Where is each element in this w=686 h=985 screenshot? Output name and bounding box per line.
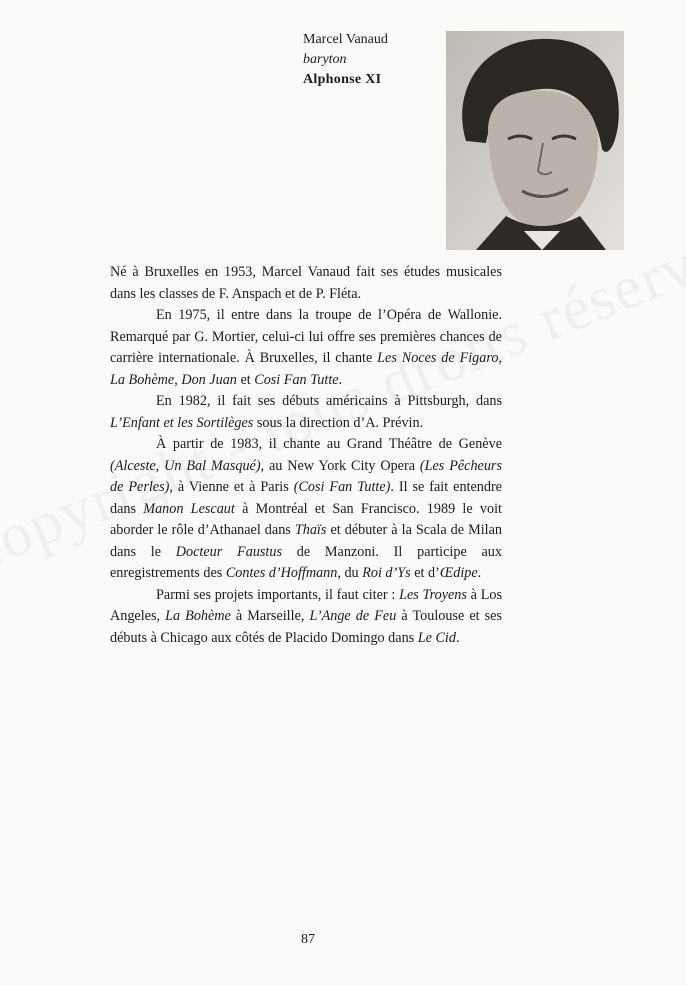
italic-title: Le Cid: [417, 629, 456, 646]
header-block: [303, 30, 388, 90]
biography-text: [110, 262, 502, 649]
role-name: Alphonse XI: [303, 72, 382, 87]
italic-title: Roi d’Ys: [362, 565, 411, 581]
italic-title: Les Troyens: [399, 586, 467, 603]
italic-title: (Cosi Fan Tutte): [293, 479, 391, 495]
singer-name: Marcel Vanaud: [303, 32, 388, 47]
italic-title: Les Noces de Figaro: [377, 350, 499, 366]
voice-type: baryton: [303, 52, 347, 67]
paragraph-2: En 1975, il entre dans la troupe de l’Opéra de Wallonie. Remarqué par G. Mortier, celui-ci lui offre ses premières chances de carrière internationale. À Bruxelles, il chante Les Noces de Figaro, La Bohème, Don Juan et Cosi Fan Tutte.: [110, 307, 502, 388]
italic-title: Don Juan: [181, 371, 237, 388]
portrait-photo: [446, 31, 624, 250]
italic-title: Manon Lescaut: [143, 500, 235, 517]
paragraph-4: À partir de 1983, il chante au Grand Théâtre de Genève (Alceste, Un Bal Masqué), au New York City Opera (Les Pêcheurs de Perles), à Vienne et à Paris (Cosi Fan Tutte). Il se fait entendre dans Manon Lescaut à Montréal et San Francisco. 1989 le voit aborder le rôle d’Athanael dans Thaïs et débuter à la Scala de Milan dans le Docteur Faustus de Manzoni. Il participe aux enregistrements des Contes d’Hoffmann, du Roi d’Ys et d’Œdipe.: [110, 436, 502, 581]
italic-title: L’Enfant et les Sortilèges: [110, 414, 254, 431]
italic-title: Contes d’Hoffmann: [225, 565, 338, 581]
paragraph-5: Parmi ses projets importants, il faut citer : Les Troyens à Los Angeles, La Bohème à Marseille, L’Ange de Feu à Toulouse et ses débuts à Chicago aux côtés de Placido Domingo dans Le Cid.: [110, 586, 503, 646]
italic-title: (Les Pêcheurs de Perles): [110, 457, 502, 495]
paragraph-1: Né à Bruxelles en 1953, Marcel Vanaud fait ses études musicales dans les classes de F. Anspach et de P. Fléta.: [110, 264, 502, 302]
italic-title: La Bohème: [110, 371, 175, 388]
italic-title: Œdipe: [439, 565, 478, 581]
italic-title: La Bohème: [165, 608, 231, 624]
italic-title: Thaïs: [294, 522, 327, 538]
paragraph-3: En 1982, il fait ses débuts américains à Pittsburgh, dans L’Enfant et les Sortilèges sous la direction d’A. Prévin.: [110, 393, 502, 431]
italic-title: L’Ange de Feu: [309, 608, 397, 624]
italic-title: (Alceste, Un Bal Masqué): [110, 457, 261, 474]
page-number: 87: [301, 932, 315, 947]
italic-title: Cosi Fan Tutte: [254, 371, 339, 388]
italic-title: Docteur Faustus: [175, 543, 282, 560]
